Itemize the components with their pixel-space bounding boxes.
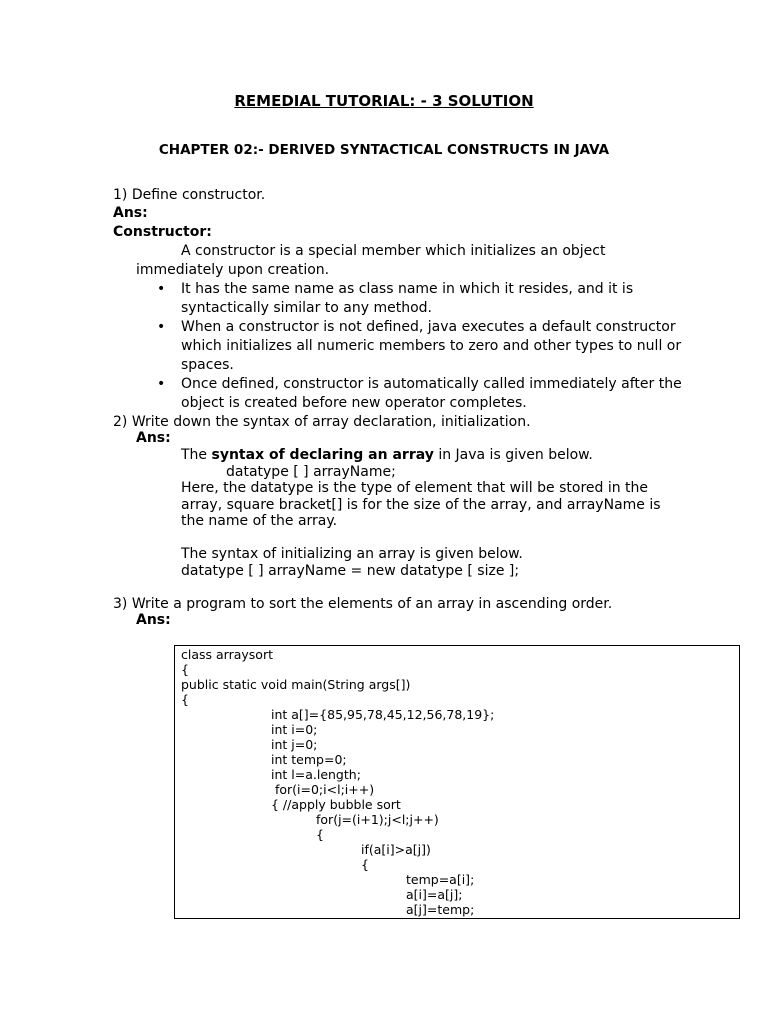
question-3: 3) Write a program to sort the elements of an array in ascending order. bbox=[113, 596, 613, 612]
chapter-heading: CHAPTER 02:- DERIVED SYNTACTICAL CONSTRUCTS IN JAVA bbox=[158, 142, 610, 158]
constructor-intro-line-2: immediately upon creation. bbox=[136, 262, 330, 278]
constructor-intro-line-1: A constructor is a special member which initializes an object bbox=[181, 243, 606, 259]
code-line: temp=a[i]; bbox=[406, 872, 475, 887]
answer-label-1: Ans: bbox=[113, 205, 148, 221]
code-line: for(j=(i+1);j<l;j++) bbox=[316, 812, 439, 827]
bullet-symbol: • bbox=[157, 319, 166, 335]
array-explanation-line-2: array, square bracket[] is for the size of the array, and arrayName is bbox=[181, 497, 661, 513]
code-line: a[i]=a[j]; bbox=[406, 887, 463, 902]
bullet-2-line-1: When a constructor is not defined, java executes a default constructor bbox=[181, 319, 676, 335]
bullet-1-line-2: syntactically similar to any method. bbox=[181, 300, 432, 316]
constructor-heading: Constructor: bbox=[113, 224, 212, 240]
code-line: { bbox=[181, 692, 189, 707]
array-explanation-line-1: Here, the datatype is the type of element that will be stored in the bbox=[181, 480, 649, 496]
code-line: for(i=0;i<l;i++) bbox=[271, 782, 375, 797]
code-line: public static void main(String args[]) bbox=[181, 677, 411, 692]
answer-label-2: Ans: bbox=[136, 430, 171, 446]
code-line: a[j]=temp; bbox=[406, 902, 475, 917]
code-line: int j=0; bbox=[271, 737, 318, 752]
code-line: { bbox=[316, 827, 324, 842]
bullet-3-line-2: object is created before new operator completes. bbox=[181, 395, 527, 411]
bullet-2-line-3: spaces. bbox=[181, 357, 234, 373]
code-line: int l=a.length; bbox=[271, 767, 361, 782]
array-syntax-intro-post: in Java is given below. bbox=[433, 447, 593, 463]
question-1: 1) Define constructor. bbox=[113, 187, 266, 203]
code-line: class arraysort bbox=[181, 647, 273, 662]
array-syntax-intro-bold: syntax of declaring an array bbox=[211, 447, 434, 463]
answer-label-3: Ans: bbox=[136, 612, 171, 628]
code-line: int a[]={85,95,78,45,12,56,78,19}; bbox=[271, 707, 495, 722]
bullet-3-line-1: Once defined, constructor is automatically called immediately after the bbox=[181, 376, 682, 392]
code-line: int i=0; bbox=[271, 722, 318, 737]
bullet-symbol: • bbox=[157, 376, 166, 392]
bullet-symbol: • bbox=[157, 281, 166, 297]
code-line: { bbox=[181, 662, 189, 677]
question-2: 2) Write down the syntax of array declaration, initialization. bbox=[113, 414, 531, 430]
bullet-1-line-1: It has the same name as class name in which it resides, and it is bbox=[181, 281, 634, 297]
array-explanation-line-3: the name of the array. bbox=[181, 513, 338, 529]
bullet-2-line-2: which initializes all numeric members to zero and other types to null or bbox=[181, 338, 682, 354]
code-line: { bbox=[361, 857, 369, 872]
array-declaration-syntax: datatype [ ] arrayName; bbox=[226, 464, 396, 480]
code-line: if(a[i]>a[j]) bbox=[361, 842, 431, 857]
array-init-intro: The syntax of initializing an array is given below. bbox=[181, 546, 523, 562]
code-line: { //apply bubble sort bbox=[271, 797, 401, 812]
code-box bbox=[174, 645, 740, 919]
code-line: int temp=0; bbox=[271, 752, 347, 767]
array-init-syntax: datatype [ ] arrayName = new datatype [ size ]; bbox=[181, 563, 520, 579]
page-title: REMEDIAL TUTORIAL: - 3 SOLUTION bbox=[234, 92, 534, 110]
array-syntax-intro-pre: The bbox=[181, 447, 212, 463]
